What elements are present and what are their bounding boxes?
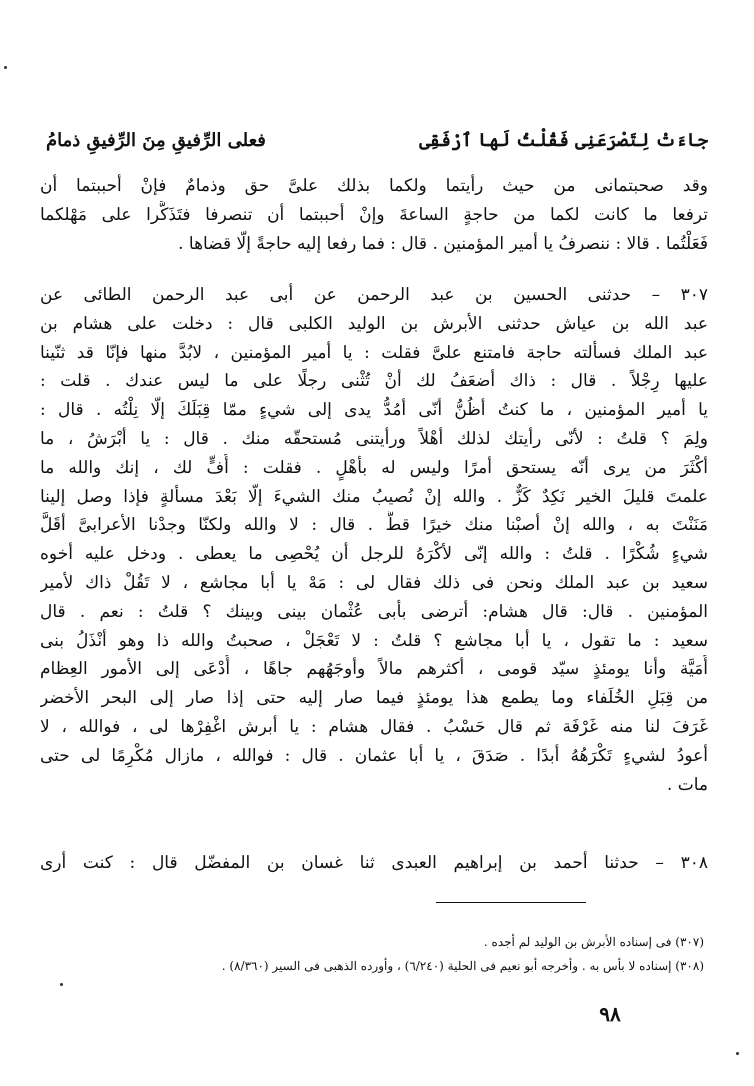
- text-line: ٣٠٨ – حدثنا أحمد بن إبراهيم العبدى ثنا غسان بن المفضّل قال : كنت أرى: [40, 853, 708, 873]
- footnote-307: (٣٠٧) فى إسناده الأبرش بن الوليد لم أجده .: [483, 935, 704, 949]
- text-line: عبد الله بن عياش حدثنى الأبرش بن الوليد الكلبى قال : دخلت على هشام بن: [40, 313, 708, 334]
- paragraph-intro: [40, 172, 708, 258]
- text-line: أُمَيَّة وأنا يومئذٍ سيّد قومى ، أكثرهم مالاً وأوجَهُهم جاهًا ، أُدْعَى إلى الأمور العِظام: [40, 659, 708, 680]
- text-line: أعودُ لشيءٍ تَكْرَهُهُ أبدًا . صَدَقَ ، يا أبا عثمان . قال : فوالله ، مازال مُكْرِمًا لى حتى: [40, 745, 708, 766]
- text-line: المؤمنين . قال: قال هشام: أترضى بأبى عُثْمان بينى وبينك ؟ قلتُ : نعم . قال: [40, 601, 708, 622]
- text-line: ولِمَ ؟ قلتُ : لأنّى رأيتك لذلك أهْلاً ورأيتنى مُستحقّه منك . قال : يا أبْرَشُ ، ما: [40, 428, 708, 449]
- text-line: عبد الملك فسألته حاجة فامتنع علىَّ فقلت : يا أمير المؤمنين ، لابُدَّ منها فإنّا قد ثنّينا: [40, 342, 708, 363]
- text-line: وقد صحبتمانى من حيث رأيتما ولكما بذلك علىَّ حق وذمامٌ فإنْ أحببتما أن: [40, 176, 708, 196]
- text-line: مَنَنْتَ به ، والله إنْ أصبْنا منك خيرًا قطُّ . قال : لا والله ولكنّا وجدْنا الأعرابىَّ أقَلَّ: [40, 515, 708, 536]
- text-line: مات .: [666, 774, 708, 795]
- text-line: عليها رِجْلاً . قال : ذاك أضعَفُ لك أنْ تُثْنى رجلًا على ما ليس عندك . قلت :: [40, 371, 708, 392]
- scan-speck: [4, 66, 7, 69]
- text-line: غَرَفَ لنا منه غَرْفَة ثم قال حَسْبُ . فقال هشام : يا أبرش اغْفِرْها لى ، فوالله ، لا: [40, 716, 708, 737]
- text-line: علمتَ قليلَ الخير نَكِدٌ كَزٌّ . والله إنْ نُصيبُ منك الشيءَ إلّا بَعْدَ مسألةٍ فإذا وصل إلينا: [40, 486, 708, 507]
- scan-speck: [736, 1052, 739, 1055]
- poetry-verse: [46, 124, 708, 158]
- verse-first-hemistich: جاءَتْ لِتَصْرَعَنِى فَقُلْتُ لَها ٱرْفَقِى: [419, 130, 708, 151]
- narration-307: [40, 281, 708, 799]
- text-line: أكْثَرَ من يرى أنّه يستحق أمرًا وليس له بأهْلٍ . فقلت : أُفٍّ لك ، إنك والله ما: [40, 457, 708, 478]
- text-line: فَعَلْتُما . قالا : ننصرفُ يا أمير المؤمنين . قال : فما رفعا إليه حاجةً إلّا قضاها .: [178, 233, 708, 254]
- verse-second-hemistich: فعلى الرِّفيقِ مِنَ الرِّفيقِ ذمامُ: [46, 130, 266, 151]
- text-line: ٣٠٧ – حدثنى الحسين بن عبد الرحمن عن أبى عبد الرحمن الطائى عن: [40, 285, 708, 305]
- narration-308: [40, 849, 708, 878]
- footnotes: [40, 930, 704, 978]
- footnote-divider: [436, 902, 586, 903]
- text-line: سعيد بن عبد الملك ونحن فى ذلك فقال لى : مَهْ يا أبا مجاشع ، لا تَقُلْ ذاك لأمير: [40, 572, 708, 593]
- page-number: ٩٨: [599, 1002, 621, 1026]
- footnote-308: (٣٠٨) إسناده لا بأس به . وأخرجه أبو نعيم فى الحلية (٦/٢٤٠) ، وأورده الذهبى فى السير (٨/٣٦٠) .: [221, 959, 704, 973]
- text-line: يا أمير المؤمنين ، ما كنتُ أظُنُّ أنّى أمُدُّ يدى إلى شيءٍ ممّا قِبَلَكَ إلّا نِلْتُه . قال :: [40, 400, 708, 421]
- scan-speck: [60, 983, 63, 986]
- text-line: شيءٍ شُكْرًا . قلتُ : والله إنّى لأكْرَهُ للرجل أن يُحْصِى ما يعطى . ودخل عليه أخوه: [40, 544, 708, 565]
- text-line: من قِبَلِ الخُلَفاء وما يطمع هذا يومئذٍ فيما صار إليه حتى إذا صار إلى البحر الأخضر: [40, 688, 708, 709]
- text-line: ترفعا ما كانت لكما من حاجةٍ الساعةَ وإنْ أحببتما أن تنصرفا فتَذَكَّرا على مَهْلكما: [40, 204, 708, 225]
- text-line: سعيد : ما تقول ، يا أبا مجاشع ؟ قلتُ : لا تَعْجَلْ ، صحبتُ والله ذا وهو أنْذَلُ بنى: [40, 630, 708, 651]
